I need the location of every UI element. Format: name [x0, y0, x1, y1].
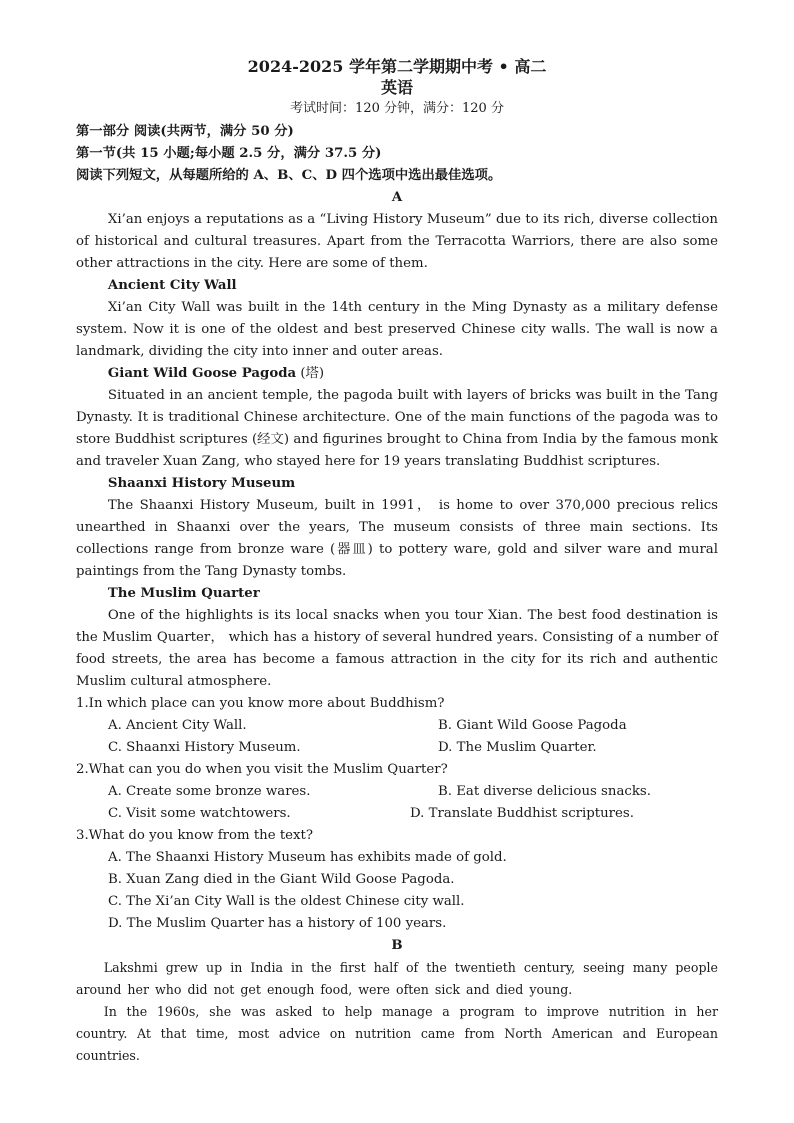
section-text-museum: The Shaanxi History Museum, built in 1991， is home to over 370,000 precious relics unearthed in Shaanxi over the years, The museum consists of three main sections. Its collections range from bronze ware (器皿) to pottery ware, gold and silver ware and mural paintings from the Tang Dynasty tombs. [76, 498, 718, 579]
option-c: C. Visit some watchtowers. [108, 806, 291, 821]
question-1-options-row-2 [76, 737, 718, 759]
option-b: B. Eat diverse delicious snacks. [438, 784, 651, 799]
option-d: D. Translate Buddhist scriptures. [410, 806, 634, 821]
subject-title: 英语 [380, 78, 413, 97]
option-c: C. Shaanxi History Museum. [108, 740, 301, 755]
section-text-city-wall: Xi’an City Wall was built in the 14th century in the Ming Dynasty as a military defense system. Now it is one of the oldest and best preserved Chinese city walls. The wall is now a landmark, dividing the city into inner and outer areas. [76, 300, 718, 359]
passage-b [76, 957, 718, 1067]
option-d: D. The Muslim Quarter. [438, 740, 597, 755]
exam-page [76, 56, 718, 1067]
option-a: A. Ancient City Wall. [108, 718, 247, 733]
question-2-stem: 2.What can you do when you visit the Muslim Quarter? [76, 762, 448, 777]
section-heading-museum: Shaanxi History Museum [107, 476, 296, 491]
question-2-options-row-2 [76, 803, 718, 825]
option-b: B. Giant Wild Goose Pagoda [438, 718, 627, 733]
option-d: D. The Muslim Quarter has a history of 100 years. [108, 916, 447, 931]
passage-b-label: B [391, 938, 403, 953]
option-b: B. Xuan Zang died in the Giant Wild Goose Pagoda. [108, 872, 455, 887]
passage-b-paragraph-2: In the 1960s, she was asked to help manage a program to improve nutrition in her country. At that time, most advice on nutrition came from North American and European countries. [76, 1004, 718, 1063]
section-text-pagoda: Situated in an ancient temple, the pagoda built with layers of bricks was built in the Tang Dynasty. It is traditional Chinese architecture. One of the main functions of the pagoda was to store Buddhist scriptures (经文) and figurines brought to China from India by the famous monk and traveler Xuan Zang, who stayed here for 19 years translating Buddhist scriptures. [76, 388, 718, 469]
passage-b-paragraph-1: Lakshmi grew up in India in the first half of the twentieth century, seeing many people around her who did not get enough food, were often sick and died young. [76, 960, 718, 997]
passage-a-intro: Xi’an enjoys a reputations as a “Living History Museum” due to its rich, diverse collection of historical and cultural treasures. Apart from the Terracotta Warriors, there are also some other attractions in the city. Here are some of them. [76, 212, 718, 271]
option-c: C. The Xi’an City Wall is the oldest Chinese city wall. [108, 894, 465, 909]
section-heading-pagoda: Giant Wild Goose Pagoda (塔) [107, 366, 325, 381]
part-one-title: 第一部分 阅读(共两节，满分 50 分) [76, 124, 294, 139]
section-heading-city-wall: Ancient City Wall [107, 278, 237, 293]
option-a: A. The Shaanxi History Museum has exhibits made of gold. [108, 850, 507, 865]
section-text-muslim-quarter: One of the highlights is its local snacks when you tour Xian. The best food destination is the Muslim Quarter， which has a history of several hundred years. Consisting of a number of food streets, the area has become a famous attraction in the city for its rich and authentic Muslim cultural atmosphere. [76, 608, 718, 689]
reading-instruction: 阅读下列短文，从每题所给的 A、B、C、D 四个选项中选出最佳选项。 [76, 168, 502, 183]
question-1-stem: 1.In which place can you know more about Buddhism? [76, 696, 445, 711]
exam-info: 考试时间：120 分钟，满分：120 分 [290, 101, 504, 116]
question-2-options-row-1 [76, 781, 718, 803]
exam-title: 2024-2025 学年第二学期期中考 • 高二 [247, 57, 547, 76]
question-1-options-row-1 [76, 715, 718, 737]
section-heading-muslim-quarter: The Muslim Quarter [107, 586, 260, 601]
passage-a-label: A [391, 190, 403, 205]
section-one-title: 第一节(共 15 小题;每小题 2.5 分，满分 37.5 分) [76, 146, 382, 161]
question-3-stem: 3.What do you know from the text? [76, 828, 314, 843]
option-a: A. Create some bronze wares. [108, 784, 311, 799]
